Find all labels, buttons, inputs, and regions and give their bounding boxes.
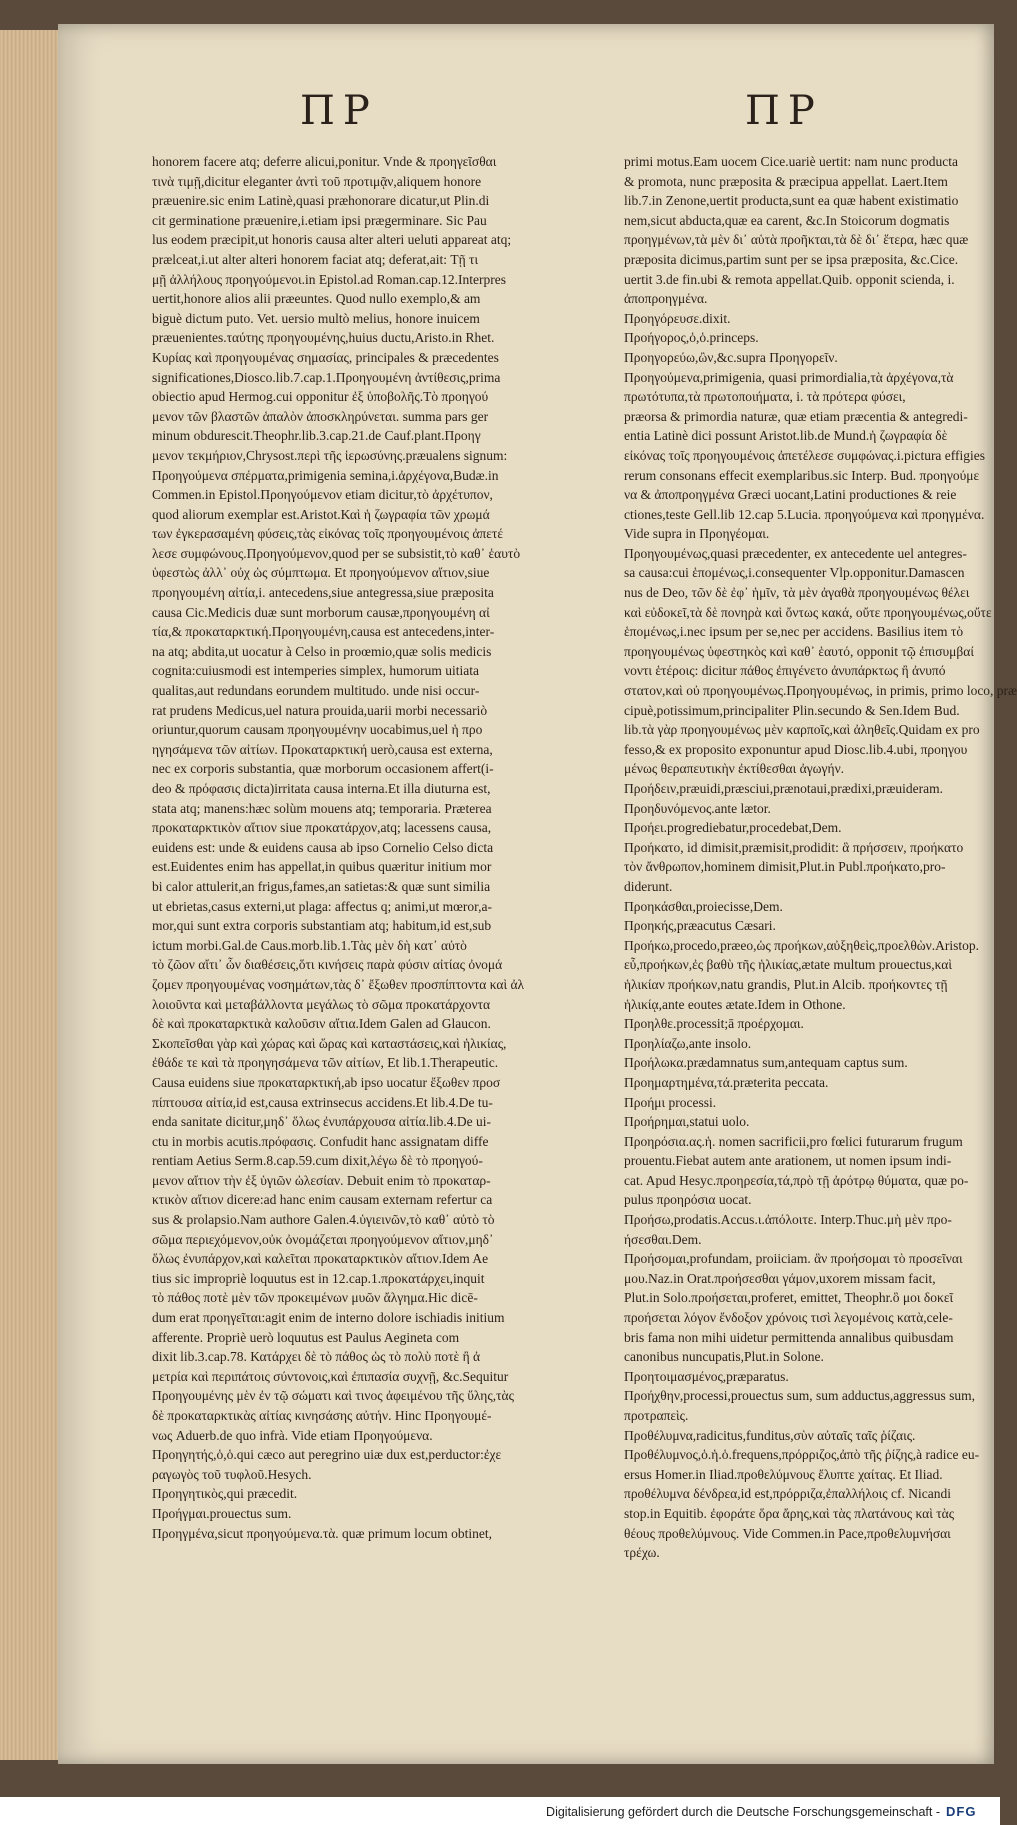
text-line: ctu in morbis acutis.πρόφασις. Confudit hanc assignatam diffe <box>152 1133 489 1149</box>
footer-credit: Digitalisierung gefördert durch die Deutsche Forschungsgemeinschaft - <box>546 1805 940 1819</box>
text-line: σῶμα περιεχόμενον,οὐκ ὀνομάζεται προηγούμενον αἴτιον,μηδ᾽ <box>152 1231 494 1247</box>
text-line: εὖ,προήκων,ἐς βαθὺ τῆς ἡλικίας,ætate multum prouectus,καὶ <box>624 957 952 973</box>
text-line: Προηγούμενα σπέρματα,primigenia semina,i.ἀρχέγονα,Budæ.in <box>152 467 499 483</box>
text-line: cat. Apud Hesyc.προηρεσία,τά,πρὸ τῇ ἀρότρῳ θύματα, quæ po- <box>624 1172 969 1188</box>
text-line: τρέχω. <box>624 1545 660 1561</box>
text-line: τινὰ τιμῇ,dicitur eleganter ἀντὶ τοῦ προτιμᾷν,aliquem honore <box>152 173 482 189</box>
footer-bar <box>0 1797 1000 1825</box>
text-line: bi calor attulerit,an frigus,fames,an satietas:& quæ sunt similia <box>152 878 491 894</box>
text-line: pulus προηρόσια uocat. <box>624 1192 752 1208</box>
text-line: & promota, nunc præposita & præcipua appellat. Laert.Item <box>624 173 948 189</box>
text-line: Plut.in Solo.προήσεται,proferet, emittet, Theophr.ὃ μοι δοκεῖ <box>624 1290 954 1306</box>
running-head-left: ΠΡ <box>300 88 378 134</box>
text-line: minum obdurescit.Theophr.lib.3.cap.21.de Cauf.plant.Προηγ <box>152 428 481 444</box>
text-line: εἰκόνας τοῖς προηγουμένοις ἀπετέλεσε συμφώνας.i.pictura effigies <box>624 447 986 463</box>
text-line: qualitas,aut redundans eorundem multitudo. unde nisi occur- <box>152 683 480 699</box>
text-line: Προηγόρευσε.dixit. <box>624 310 731 326</box>
text-line: Προηκάσθαι,proiecisse,Dem. <box>624 898 783 914</box>
text-line: canonibus nuncupatis,Plut.in Solone. <box>624 1349 824 1365</box>
text-line: præorsa & primordia naturæ, quæ etiam præcentia & antegredi- <box>624 408 968 424</box>
text-line: τὸ ζῶον αἴτι᾽ ὧν διαθέσεις,ὅτι κινήσεις παρὰ φύσιν αἰτίας ὀνομά <box>152 957 503 973</box>
text-line: Προηγουμένως,quasi præcedenter, ex antecedente uel antegres- <box>624 545 967 561</box>
text-line: euidens est: unde & euidens causa ab ipso Cornelio Celso dicta <box>152 839 494 855</box>
text-line: Προηγουμένης μὲν ἐν τῷ σώματι καὶ τινος ἀφειμένου τῆς ὕλης,τὰς <box>152 1388 514 1404</box>
text-line: ζομεν προηγουμένας νοσημάτων,τὰς δ᾽ ἔξωθεν προσπίπτοντα καὶ ἀλ <box>152 976 525 992</box>
text-line: καὶ εὐδοκεῖ,τὰ δὲ πονηρὰ καὶ ὄντως κακά, οὔτε προηγουμένως,οὔτε <box>624 604 992 620</box>
text-line: rentiam Aetius Serm.8.cap.59.cum dixit,λέγω δὲ τὸ προηγού- <box>152 1153 483 1169</box>
text-line: prouentu.Fiebat autem ante arationem, ut nomen ipsum indi- <box>624 1153 952 1169</box>
text-line: ctiones,teste Gell.lib 12.cap 5.Lucia. προηγούμενα καὶ προηγμένα. <box>624 506 985 522</box>
running-head-right: ΠΡ <box>745 88 823 134</box>
text-line: Vide supra in Προηγέομαι. <box>624 526 770 542</box>
text-line: Προήσομαι,profundam, proiiciam. ἃν προήσομαι τὸ προσεῖναι <box>624 1251 963 1267</box>
text-line: primi motus.Eam uocem Cice.uariè uertit: nam nunc producta <box>624 154 959 169</box>
text-line: τία,& προκαταρκτική.Προηγουμένη,causa est antecedens,inter- <box>152 624 495 640</box>
text-line: μενον τῶν βλαστῶν ἁπαλὸν ἀποσκληρύνεται. summa pars ger <box>152 408 489 424</box>
text-line: præposita dicimus,partim sunt per se ipsa præposita, &c.Cice. <box>624 251 959 267</box>
right-column <box>624 152 1017 1561</box>
text-line: biguè dictum puto. Vet. uersio multò melius, honore inuicem <box>152 310 480 326</box>
text-line: lib.7.in Zenone,uertit producta,sunt ea quæ habent existimatio <box>624 193 959 209</box>
text-line: dixit lib.3.cap.78. Κατάρχει δὲ τὸ πάθος ὡς τὸ πολὺ ποτὲ ἢ ἀ <box>152 1349 481 1365</box>
text-line: λοιοῦντα καὶ μεταβάλλοντα μεγάλως τὸ σῶμα προκατάρχοντα <box>152 996 491 1012</box>
text-line: dum erat προηγεῖται:agit enim de interno dolore ischiadis initium <box>152 1310 505 1326</box>
text-line: obiectio apud Hermog.cui opponitur ἐξ ὑποβολῆς.Τὸ προηγού <box>152 389 489 405</box>
text-line: ἀποπροηγμένα. <box>624 291 708 307</box>
text-line: cognita:cuiusmodi est intemperies simplex, humorum uitiata <box>152 663 479 679</box>
text-line: cit germinatione præuenire,i.etiam ipsi prægerminare. Sic Pau <box>152 212 487 228</box>
text-line: ηγησάμενα τῶν αἰτίων. Προκαταρκτική uerò,causa est externa, <box>152 741 493 757</box>
text-line: tius sic impropriè loquutus est in 12.cap.1.προκατάρχει,inquit <box>152 1270 485 1286</box>
text-line: τὸ πάθος ποτὲ μὲν τῶν προκειμένων μυῶν ἄλγημα.Hic dicē- <box>152 1290 478 1306</box>
text-line: nus de Deo, τῶν δὲ ἐφ᾽ ἡμῖν, τὰ μὲν ἀγαθὰ προηγουμένως θέλει <box>624 585 970 601</box>
text-line: ictum morbi.Gal.de Caus.morb.lib.1.Τὰς μὲν δὴ κατ᾽ αὐτὸ <box>152 937 467 953</box>
text-line: Προηγορεύω,ὢν,&c.supra Προηγορεῖν. <box>624 349 838 365</box>
text-line: sa causa:cui ἑπομένως,i.consequenter Vlp.opponitur.Damascen <box>624 565 965 581</box>
text-line: ραγωγὸς τοῦ τυφλοῦ.Hesych. <box>152 1466 312 1482</box>
text-line: stop.in Equitib. ἐφοράτε ὅρα ἄρης,καὶ τὰς πλατάνους καὶ τὰς <box>624 1505 955 1521</box>
text-line: Προηρόσια.ας.ἡ. nomen sacrificii,pro fœlici futurarum frugum <box>624 1133 963 1149</box>
text-line: προηγμένων,τὰ μὲν δι᾽ αὑτὰ προῆκται,τὰ δὲ δι᾽ ἕτερα, hæc quæ <box>624 232 969 248</box>
text-line: Προηγούμενα,primigenia, quasi primordialia,τὰ ἀρχέγονα,τὰ <box>624 369 954 385</box>
text-line: na atq; abdita,ut uocatur à Celso in proœmio,quæ solis medicis <box>152 643 492 659</box>
text-line: Προημαρτημένα,τά.præterita peccata. <box>624 1074 829 1090</box>
text-line: Προήσω,prodatis.Accus.ι.ἀπόλοιτε. Interp.Thuc.μὴ μὲν προ- <box>624 1212 952 1228</box>
text-line: oriuntur,quorum causam προηγουμένην uocabimus,uel ἡ προ <box>152 722 483 738</box>
text-line: δὲ καὶ προκαταρκτικὰ καλοῦσιν αἴτια.Idem Galen ad Glaucon. <box>152 1016 491 1032</box>
text-line: honorem facere atq; deferre alicui,ponitur. Vnde & προηγεῖσθαι <box>152 154 497 169</box>
dfg-logo-icon: DFG <box>946 1804 977 1819</box>
text-line: ήσεσθαι.Dem. <box>624 1231 702 1247</box>
text-line: προτραπεὶς. <box>624 1408 689 1423</box>
text-line: deo & πρόφασις dicta)irritata causa interna.Et illa diuturna est, <box>152 781 491 796</box>
text-line: Προήρημαι,statui uolo. <box>624 1114 750 1130</box>
text-line: μενον αἴτιον τὴν ἐξ ὑγιῶν ὠλεσίαν. Debuit enim τὸ προκαταρ- <box>152 1172 491 1188</box>
text-line: Προθέλυμνα,radicitus,funditus,σὺν αὐταῖς ταῖς ῥίζαις. <box>624 1427 916 1443</box>
text-line: προκαταρκτικὸν αἴτιον siue προκατάρχον,atq; lacessens causa, <box>152 820 492 836</box>
text-line: κτικὸν αἴτιον dicere:ad hanc enim causam externam refertur ca <box>152 1192 493 1208</box>
text-line: ἑπομένως,i.nec ipsum per se,nec per accidens. Basilius item τὸ <box>624 624 964 640</box>
text-line: præuenire.sic enim Latinè,quasi præhonorare dicatur,ut Plin.di <box>152 193 490 209</box>
text-line: πίπτουσα αἰτία,id est,causa extrinsecus accidens.Et lib.4.De tu- <box>152 1094 493 1110</box>
text-line: præuenientes.ταύτης προηγουμένης,huius ductu,Aristo.in Rhet. <box>152 330 495 346</box>
text-line: Προηλίαζω,ante insolo. <box>624 1035 752 1051</box>
text-line: Προήχθην,processi,prouectus sum, sum adductus,aggressus sum, <box>624 1388 976 1404</box>
text-line: μενον τεκμήριον,Chrysost.περὶ τῆς ἱερωσύνης.præualens signum: <box>152 447 508 463</box>
text-line: νως Aduerb.de quo infrà. Vide etiam Προηγούμενα. <box>152 1427 433 1443</box>
text-line: lib.τὰ γὰρ προηγουμένως μὲν καρποῖς,καὶ ἀληθεῖς.Quidam ex pro <box>624 722 980 738</box>
text-line: mor,qui sunt extra corporis substantiam atq; habitum,id est,sub <box>152 918 492 934</box>
text-line: cipuè,potissimum,principaliter Plin.secundo & Sen.Idem Bud. <box>624 702 960 718</box>
text-line: Commen.in Epistol.Προηγούμενον etiam dicitur,τὸ ἀρχέτυπον, <box>152 487 493 503</box>
text-line: Προήγμαι.prouectus sum. <box>152 1505 292 1521</box>
text-line: προηγουμένη αἰτία,i. antecedens,siue antegressa,siue præposita <box>152 585 494 601</box>
text-line: sus & prolapsio.Nam authore Galen.4.ὑγιεινῶν,τὸ καθ᾽ αὐτὸ τὸ <box>152 1212 495 1228</box>
text-line: est.Euidentes enim has appellat,in quibus quæritur initium mor <box>152 859 492 875</box>
text-line: entia Latinè dici possunt Aristot.lib.de Mund.ἡ ζωγραφία δὲ <box>624 428 948 444</box>
text-line: prælceat,i.ut alter alteri honorem faciat atq; deferat,ait: Τῇ τι <box>152 251 479 267</box>
text-line: λεσε συμφώνους.Προηγούμενον,quod per se subsistit,τὸ καθ᾽ ἑαυτὸ <box>152 545 521 561</box>
text-line: stata atq; manens:hæc solùm mouens atq; temporaria. Præterea <box>152 800 492 816</box>
text-line: enda sanitate dicitur,μηδ᾽ ὅλως ἐνυπάρχουσα αἰτία.lib.4.De ui- <box>152 1114 491 1130</box>
text-line: προήσεται λόγον ἔνδοξον χρόνοις τισὶ λεγομένοις κατὰ,cele- <box>624 1310 953 1326</box>
text-line: προηγουμένως ὑφεστηκὸς καὶ καθ᾽ ἑαυτό, opponit τῷ ἐπισυμβαί <box>624 643 974 659</box>
text-line: uertit,honore alios alii præeuntes. Quod nullo exemplo,& am <box>152 291 481 307</box>
text-line: Προήκατο, id dimisit,præmisit,prodidit: ἃ πρήσσειν, προήκατο <box>624 839 964 855</box>
text-line: rat prudens Medicus,uel natura prouida,uarii morbi necessariò <box>152 702 488 718</box>
text-line: μετρία καὶ περιπάτοις σύντονοις,καὶ ἐπιπασία συχνῇ, &c.Sequitur <box>152 1368 509 1384</box>
text-line: ersus Homer.in Iliad.προθελύμνους ἔλυπτε χαίτας. Et Iliad. <box>624 1466 943 1482</box>
text-line: Προήμι processi. <box>624 1094 717 1110</box>
text-line: ut ebrietas,casus externi,ut plaga: affectus q; animi,ut mœror,a- <box>152 898 492 914</box>
text-line: Σκοπεῖσθαι γὰρ καὶ χώρας καὶ ὥρας καὶ καταστάσεις,καὶ ἡλικίας, <box>152 1035 507 1051</box>
text-line: Προήλωκα.prædamnatus sum,antequam captus sum. <box>624 1055 908 1071</box>
text-line: Προηγμένα,sicut προηγούμενα.τὰ. quæ primum locum obtinet, <box>152 1525 493 1541</box>
text-line: στατον,καὶ οὐ προηγουμένως.Προηγουμένως, in primis, primo loco, præ <box>624 683 1017 699</box>
text-line: uertit 3.de fin.ubi & remota appellat.Quib. opponit scienda, i. <box>624 271 955 287</box>
text-line: μῇ ἀλλήλους προηγούμενοι.in Epistol.ad Roman.cap.12.Interpres <box>152 271 506 287</box>
text-line: προθέλυμνα δένδρεα,id est,πρόρριζα,ἐπαλλήλοις cf. Nicandi <box>624 1486 951 1502</box>
text-line: Προθέλυμνος,ὁ.ἡ.ὁ.frequens,πρόρριζος,ἀπὸ τῆς ῥίζης,à radice eu- <box>624 1447 980 1463</box>
text-line: Προήει.progrediebatur,procedebat,Dem. <box>624 820 842 836</box>
text-line: afferente. Propriè uerò loquutus est Paulus Aegineta com <box>152 1329 460 1345</box>
text-line: quod aliorum exemplar est.Aristot.Καὶ ἡ ζωγραφία τῶν χρωμά <box>152 506 490 522</box>
text-line: να & ἀποπροηγμένα Græci uocant,Latini productiones & reie <box>624 487 957 503</box>
page-fore-edge <box>0 30 60 1760</box>
text-line: lus eodem præcipit,ut honoris causa alter alteri ueluti appareat atq; <box>152 232 512 248</box>
text-line: diderunt. <box>624 878 673 894</box>
text-line: Προηγητικὸς,qui præcedit. <box>152 1486 298 1502</box>
text-line: significationes,Diosco.lib.7.cap.1.Προηγουμένη ἀντίθεσις,prima <box>152 369 501 385</box>
text-line: causa Cic.Medicis duæ sunt morborum causæ,προηγουμένη αἰ <box>152 604 490 620</box>
text-line: τὸν ἄνθρωπον,hominem dimisit,Plut.in Publ.προήκατο,pro- <box>624 859 946 875</box>
left-column <box>152 152 610 1541</box>
text-line: ὑφεστὼς ἀλλ᾽ οὐχ ὡς σύμπτωμα. Et προηγούμενον αἴτιον,siue <box>152 565 490 581</box>
text-line: rerum consonans effecit exemplaribus.sic Interp. Bud. προηγούμε <box>624 467 980 483</box>
text-line: Προήδειν,præuidi,præsciui,prænotaui,prædixi,præuideram. <box>624 781 944 796</box>
text-line: Προήγορος,ὁ,ὁ.princeps. <box>624 330 759 346</box>
text-line: ἐθάδε τε καὶ τὰ προηγησάμενα τῶν αἰτίων, Et lib.1.Therapeutic. <box>152 1055 499 1071</box>
text-line: δὲ προκαταρκτικὰς αἰτίας κινησάσης αὐτήν. Hinc Προηγουμέ- <box>152 1408 492 1423</box>
text-line: fesso,& ex proposito exponuntur apud Diosc.lib.4.ubi, προηγου <box>624 741 968 757</box>
text-line: νοντι ἑτέροις: dicitur πάθος ἐπιγένετο ἀνυπάρκτως ἢ ἀνυπό <box>624 663 946 679</box>
text-line: Κυρίας καὶ προηγουμένας σημασίας, principales & præcedentes <box>152 349 499 365</box>
text-line: μου.Naz.in Orat.προήσεσθαι γάμον,uxorem missam facit, <box>624 1270 936 1286</box>
text-line: Προηκής,præacutus Cæsari. <box>624 918 776 934</box>
text-line: Causa euidens siue προκαταρκτική,ab ipso uocatur ἔξωθεν προσ <box>152 1074 501 1090</box>
text-line: πρωτότυπα,τὰ πρωτοποιήματα, i. τὰ πρότερα φύσει, <box>624 389 906 405</box>
text-line: nec ex corporis substantia, quæ morborum occasionem affert(i- <box>152 761 494 777</box>
text-line: μένως θεραπευτικὴν ἐκτίθεσθαι ἀγωγήν. <box>624 761 845 777</box>
text-line: Προήκω,procedo,præeo,ὡς προήκων,αὐξηθεὶς,προελθὼν.Aristop. <box>624 937 980 953</box>
text-line: ἡλικίᾳ,ante eoutes ætate.Idem in Othone. <box>624 996 846 1012</box>
text-line: Προητοιμασμένος,præparatus. <box>624 1368 789 1384</box>
text-line: nem,sicut abducta,quæ ea carent, &c.In Stoicorum dogmatis <box>624 212 950 228</box>
text-line: θέους προθελύμνους. Vide Commen.in Pace,προθελυμνήσαι <box>624 1525 951 1541</box>
text-line: των ἐγκερασαμένη φύσεις,τὰς εἰκόνας τοῖς προηγουμένοις ἀπετέ <box>152 526 504 542</box>
text-line: bris fama non mihi uidetur permittenda annalibus quibusdam <box>624 1329 954 1345</box>
text-line: ἡλικίαν προήκων,natu grandis, Plut.in Alcib. προήκοντες τῇ <box>624 976 948 992</box>
text-line: Προηλθε.processit;ā προέρχομαι. <box>624 1016 804 1032</box>
text-line: Προηγητής,ὁ,ὁ.qui cæco aut peregrino uiæ dux est,perductor:ἐχε <box>152 1447 502 1463</box>
text-line: Προηδυνόμενος.ante lætor. <box>624 800 771 816</box>
text-line: ὅλως ἐνυπάρχον,καὶ καλεῖται προκαταρκτικὸν αἴτιον.Idem Ae <box>152 1251 489 1267</box>
